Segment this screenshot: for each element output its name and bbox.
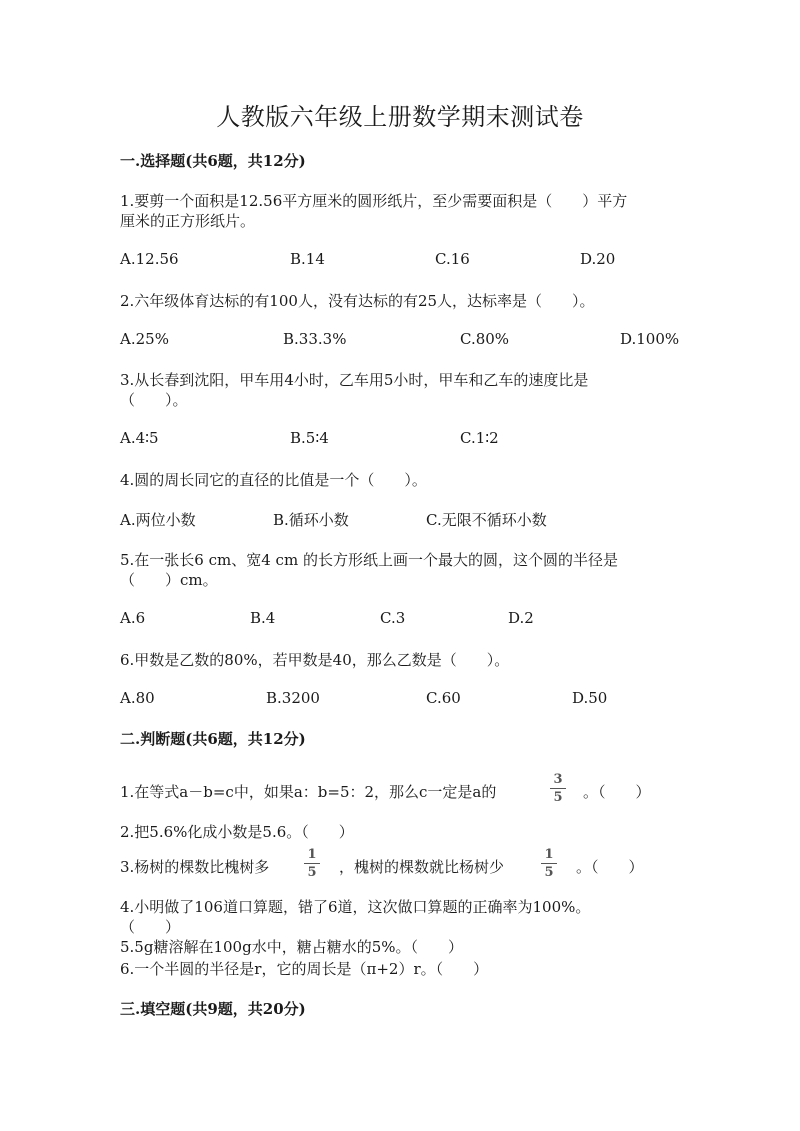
section-heading-fill-blank: 三.填空题(共9题，共20分) — [120, 1000, 306, 1018]
option-c: C.1∶2 — [460, 429, 499, 447]
option-d: D.50 — [572, 689, 608, 707]
option-b: B.14 — [290, 250, 325, 268]
option-a: A.6 — [120, 609, 146, 627]
option-a: A.25% — [120, 330, 169, 348]
tf-question-2: 2.把5.6%化成小数是5.6。（ ） — [120, 823, 354, 841]
option-d: D.2 — [508, 609, 534, 627]
option-b: B.33.3% — [283, 330, 347, 348]
fraction — [538, 847, 560, 880]
question-6-line-1: 6.甲数是乙数的80%，若甲数是40，那么乙数是（ ）。 — [120, 651, 510, 669]
fraction-bar — [550, 788, 566, 789]
question-3-line-2: （ ）。 — [120, 391, 188, 409]
fraction-numerator: 3 — [553, 772, 563, 787]
question-4-line-1: 4.圆的周长同它的直径的比值是一个（ ）。 — [120, 471, 427, 489]
section-heading-true-false: 二.判断题(共6题，共12分) — [120, 730, 306, 748]
option-a: A.80 — [120, 689, 155, 707]
fraction-denominator: 5 — [553, 790, 563, 805]
tf-question-4-line-2: （ ） — [120, 918, 181, 936]
tf-question-3-middle: ，槐树的棵数就比杨树少 — [339, 858, 505, 876]
fraction-numerator: 1 — [544, 847, 554, 862]
tf-question-3: 3.杨树的棵数比槐树多 — [120, 858, 270, 876]
option-c: C.16 — [435, 250, 470, 268]
section-heading-choice: 一.选择题(共6题，共12分) — [120, 152, 306, 170]
question-2-line-1: 2.六年级体育达标的有100人，没有达标的有25人，达标率是（ ）。 — [120, 292, 595, 310]
fraction-denominator: 5 — [544, 865, 554, 880]
page-title: 人教版六年级上册数学期末测试卷 — [216, 103, 584, 131]
option-b: B.3200 — [266, 689, 320, 707]
tf-question-3-tail: 。（ ） — [576, 858, 644, 876]
question-3-line-1: 3.从长春到沈阳，甲车用4小时，乙车用5小时，甲车和乙车的速度比是 — [120, 371, 589, 389]
tf-question-1-tail: 。（ ） — [583, 783, 651, 801]
option-a: A.两位小数 — [120, 511, 196, 529]
fraction-bar — [304, 863, 320, 864]
option-a: A.12.56 — [120, 250, 179, 268]
question-5-line-1: 5.在一张长6 cm、宽4 cm 的长方形纸上画一个最大的圆，这个圆的半径是 — [120, 551, 618, 569]
fraction-numerator: 1 — [307, 847, 317, 862]
question-1-line-1: 1.要剪一个面积是12.56平方厘米的圆形纸片，至少需要面积是（ ）平方 — [120, 192, 628, 210]
tf-question-4-line-1: 4.小明做了106道口算题，错了6道，这次做口算题的正确率为100%。 — [120, 898, 591, 916]
option-b: B.4 — [250, 609, 276, 627]
option-c: C.80% — [460, 330, 510, 348]
option-c: C.60 — [426, 689, 461, 707]
option-b: B.5∶4 — [290, 429, 329, 447]
option-d: D.20 — [580, 250, 616, 268]
question-1-line-2: 厘米的正方形纸片。 — [120, 212, 256, 230]
option-b: B.循环小数 — [273, 511, 349, 529]
fraction-denominator: 5 — [307, 865, 317, 880]
fraction — [547, 772, 569, 805]
tf-question-6: 6.一个半圆的半径是r，它的周长是（π+2）r。（ ） — [120, 960, 489, 978]
fraction — [301, 847, 323, 880]
question-5-line-2: （ ）cm。 — [120, 571, 218, 589]
option-d: D.100% — [620, 330, 680, 348]
option-c: C.3 — [380, 609, 406, 627]
option-c: C.无限不循环小数 — [426, 511, 547, 529]
fraction-bar — [541, 863, 557, 864]
tf-question-5: 5.5g糖溶解在100g水中，糖占糖水的5%。（ ） — [120, 938, 463, 956]
tf-question-1: 1.在等式a－b=c中，如果a：b=5：2，那么c一定是a的 — [120, 783, 497, 801]
option-a: A.4∶5 — [120, 429, 159, 447]
